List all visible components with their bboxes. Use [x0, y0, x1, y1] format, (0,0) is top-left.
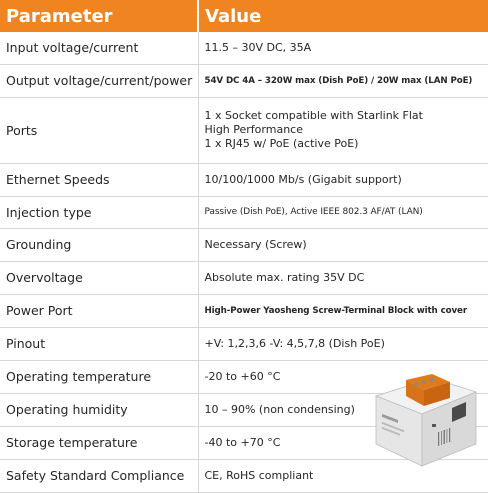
row-value: CE, RoHS compliant — [198, 459, 488, 492]
table-row — [0, 261, 488, 294]
header-value: Value — [198, 0, 488, 32]
row-value: Passive (Dish PoE), Active IEEE 802.3 AF/AT (LAN) — [198, 196, 488, 228]
header-parameter: Parameter — [0, 0, 198, 32]
row-parameter: Injection type — [0, 196, 198, 228]
row-value: 10 – 90% (non condensing) — [198, 393, 488, 426]
table-row — [0, 294, 488, 327]
row-value: 54V DC 4A – 320W max (Dish PoE) / 20W max (LAN PoE) — [198, 64, 488, 97]
table-row — [0, 97, 488, 163]
row-parameter: Input voltage/current — [0, 32, 198, 64]
row-parameter: Power Port — [0, 294, 198, 327]
row-value: -40 to +70 °C — [198, 426, 488, 459]
product-photo — [372, 374, 480, 470]
table-row — [0, 32, 488, 64]
row-parameter: Operating temperature — [0, 360, 198, 393]
row-parameter: Overvoltage — [0, 261, 198, 294]
row-value: Necessary (Screw) — [198, 228, 488, 261]
row-value: +V: 1,2,3,6 -V: 4,5,7,8 (Dish PoE) — [198, 327, 488, 360]
row-value: High-Power Yaosheng Screw-Terminal Block with cover — [198, 294, 488, 327]
row-value: 10/100/1000 Mb/s (Gigabit support) — [198, 163, 488, 196]
row-value: Absolute max. rating 35V DC — [198, 261, 488, 294]
row-parameter: Storage temperature — [0, 426, 198, 459]
row-parameter: Pinout — [0, 327, 198, 360]
table-row — [0, 163, 488, 196]
row-value: 1 x Socket compatible with Starlink Flat High Performance 1 x RJ45 w/ PoE (active PoE) — [198, 97, 488, 163]
table-row — [0, 327, 488, 360]
row-parameter: Ethernet Speeds — [0, 163, 198, 196]
row-parameter: Safety Standard Compliance — [0, 459, 198, 492]
row-parameter: Grounding — [0, 228, 198, 261]
row-value: -20 to +60 °C — [198, 360, 488, 393]
row-parameter: Ports — [0, 97, 198, 163]
table-row — [0, 196, 488, 228]
row-parameter: Output voltage/current/power — [0, 64, 198, 97]
row-value: 11.5 – 30V DC, 35A — [198, 32, 488, 64]
row-parameter: Operating humidity — [0, 393, 198, 426]
table-row — [0, 64, 488, 97]
header-row — [0, 0, 488, 32]
table-row — [0, 228, 488, 261]
